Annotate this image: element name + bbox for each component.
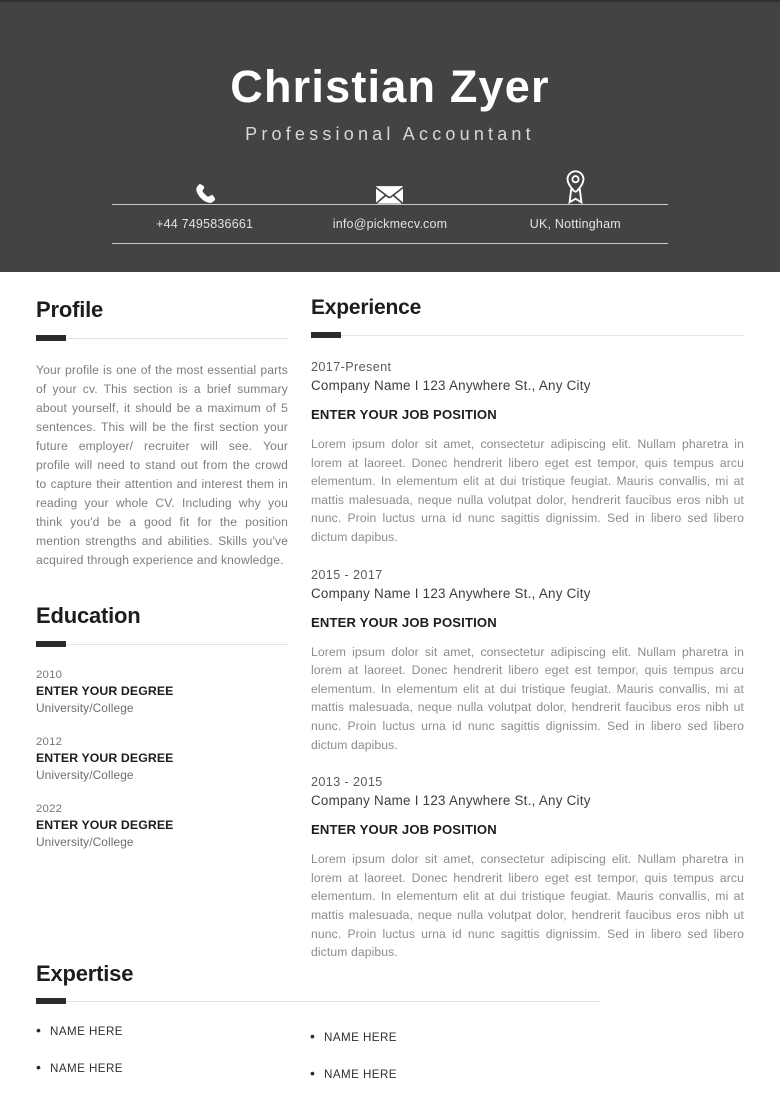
expertise-item <box>310 1066 580 1103</box>
contact-block <box>112 167 668 244</box>
expertise-columns <box>36 1023 744 1105</box>
education-item <box>36 667 288 717</box>
education-year: 2010 <box>36 669 63 682</box>
education-year: 2022 <box>36 803 63 816</box>
section-education <box>36 604 288 851</box>
envelope-icon <box>376 185 403 204</box>
contact-location-value[interactable]: UK, Nottingham <box>529 217 621 231</box>
expertise-label: NAME HERE <box>50 1025 123 1039</box>
underline-thin <box>311 335 744 336</box>
education-degree: ENTER YOUR DEGREE <box>36 818 174 833</box>
underline-accent <box>36 641 66 647</box>
bullet-icon: • <box>310 1028 315 1045</box>
education-school: University/College <box>36 701 134 716</box>
bullet-icon: • <box>310 1065 315 1082</box>
education-degree: ENTER YOUR DEGREE <box>36 684 174 699</box>
experience-company: Company Name I 123 Anywhere St., Any City <box>311 793 591 809</box>
resume-header <box>0 0 780 272</box>
experience-dates: 2017-Present <box>311 360 392 375</box>
expertise-item <box>36 1023 306 1060</box>
education-heading: Education <box>36 603 141 629</box>
location-pin-icon-cell <box>483 170 668 204</box>
right-column <box>311 296 744 962</box>
section-expertise <box>36 962 744 1105</box>
experience-item <box>311 566 744 755</box>
expertise-label: NAME HERE <box>324 1031 397 1045</box>
contact-icons-row <box>112 167 668 204</box>
experience-description: Lorem ipsum dolor sit amet, consectetur adipiscing elit. Nullam pharetra in lorem at laoreet. Donec hendrerit libero eget est tempor, quis tempus arcu elementum. In elementum elit at dui tristique feugiat. Mauris convallis, mi at mattis malesuada, neque nulla volutpat dolor, hendrerit faucibus eros nibh ut nunc. Proin luctus urna id nunc sagittis dignissim. Sed in libero sed libero dictum dapibus. <box>311 437 744 545</box>
expertise-heading: Expertise <box>36 961 134 986</box>
bullet-icon: • <box>36 1022 41 1039</box>
expertise-item <box>310 1029 580 1066</box>
experience-position: ENTER YOUR JOB POSITION <box>311 614 497 630</box>
underline-accent <box>36 335 66 341</box>
expertise-label: NAME HERE <box>324 1068 397 1082</box>
experience-heading: Experience <box>311 296 422 319</box>
job-subtitle: Professional Accountant <box>245 124 535 144</box>
education-list <box>36 667 288 851</box>
phone-icon <box>195 183 215 204</box>
contact-divider-bottom <box>112 243 668 244</box>
education-school: University/College <box>36 768 134 783</box>
expertise-column-1 <box>36 1023 306 1097</box>
left-column <box>36 298 288 851</box>
underline-thin <box>36 644 288 645</box>
experience-company: Company Name I 123 Anywhere St., Any City <box>311 378 591 394</box>
experience-position: ENTER YOUR JOB POSITION <box>311 822 497 838</box>
contact-email-value[interactable]: info@pickmecv.com <box>332 217 448 231</box>
profile-heading-underline <box>36 335 288 341</box>
education-year: 2012 <box>36 736 63 749</box>
page-title: Christian Zyer <box>230 61 550 112</box>
expertise-item <box>36 1060 306 1097</box>
underline-accent <box>36 998 66 1004</box>
contact-phone-value[interactable]: +44 7495836661 <box>156 217 254 231</box>
expertise-label: NAME HERE <box>50 1062 123 1076</box>
bullet-icon: • <box>36 1059 41 1076</box>
experience-list <box>311 358 744 962</box>
underline-thin <box>36 338 288 339</box>
experience-dates: 2013 - 2015 <box>311 775 383 790</box>
experience-item <box>311 358 744 547</box>
experience-item <box>311 773 744 962</box>
expertise-heading-underline <box>36 998 744 1004</box>
phone-icon-cell <box>112 183 297 204</box>
education-degree: ENTER YOUR DEGREE <box>36 751 174 766</box>
education-school: University/College <box>36 835 134 850</box>
experience-description: Lorem ipsum dolor sit amet, consectetur adipiscing elit. Nullam pharetra in lorem at laoreet. Donec hendrerit libero eget est tempor, quis tempus arcu elementum. In elementum elit at dui tristique feugiat. Mauris convallis, mi at mattis malesuada, neque nulla volutpat dolor, hendrerit faucibus eros nibh ut nunc. Proin luctus urna id nunc sagittis dignissim. Sed in libero sed libero dictum dapibus. <box>311 644 744 752</box>
underline-accent <box>311 332 341 338</box>
experience-company: Company Name I 123 Anywhere St., Any City <box>311 585 591 601</box>
education-item <box>36 801 288 851</box>
location-pin-icon <box>564 170 587 204</box>
contact-values-row <box>112 205 668 243</box>
education-item <box>36 734 288 784</box>
experience-description: Lorem ipsum dolor sit amet, consectetur adipiscing elit. Nullam pharetra in lorem at laoreet. Donec hendrerit libero eget est tempor, quis tempus arcu elementum. In elementum elit at dui tristique feugiat. Mauris convallis, mi at mattis malesuada, neque nulla volutpat dolor, hendrerit faucibus eros nibh ut nunc. Proin luctus urna id nunc sagittis dignissim. Sed in libero sed libero dictum dapibus. <box>311 852 744 960</box>
section-experience <box>311 296 744 962</box>
envelope-icon-cell <box>297 185 482 204</box>
section-profile <box>36 298 288 570</box>
education-heading-underline <box>36 641 288 647</box>
experience-dates: 2015 - 2017 <box>311 567 383 582</box>
profile-heading: Profile <box>36 297 104 322</box>
expertise-column-2 <box>310 1029 580 1103</box>
experience-position: ENTER YOUR JOB POSITION <box>311 407 497 423</box>
underline-thin <box>36 1001 600 1002</box>
experience-heading-underline <box>311 332 744 338</box>
profile-text: Your profile is one of the most essential parts of your cv. This section is a brief summary about yourself, it should be a maximum of 5 sentences. This will be the first section your future employer/ recruiter will see. Your profile will need to stand out from the crowd to capture their attention and interest them in reading your whole CV. Including why you think you'd be a good fit for the position mention strengths and abilities. Skills you've acquired through experience and knowledge. <box>36 363 288 568</box>
